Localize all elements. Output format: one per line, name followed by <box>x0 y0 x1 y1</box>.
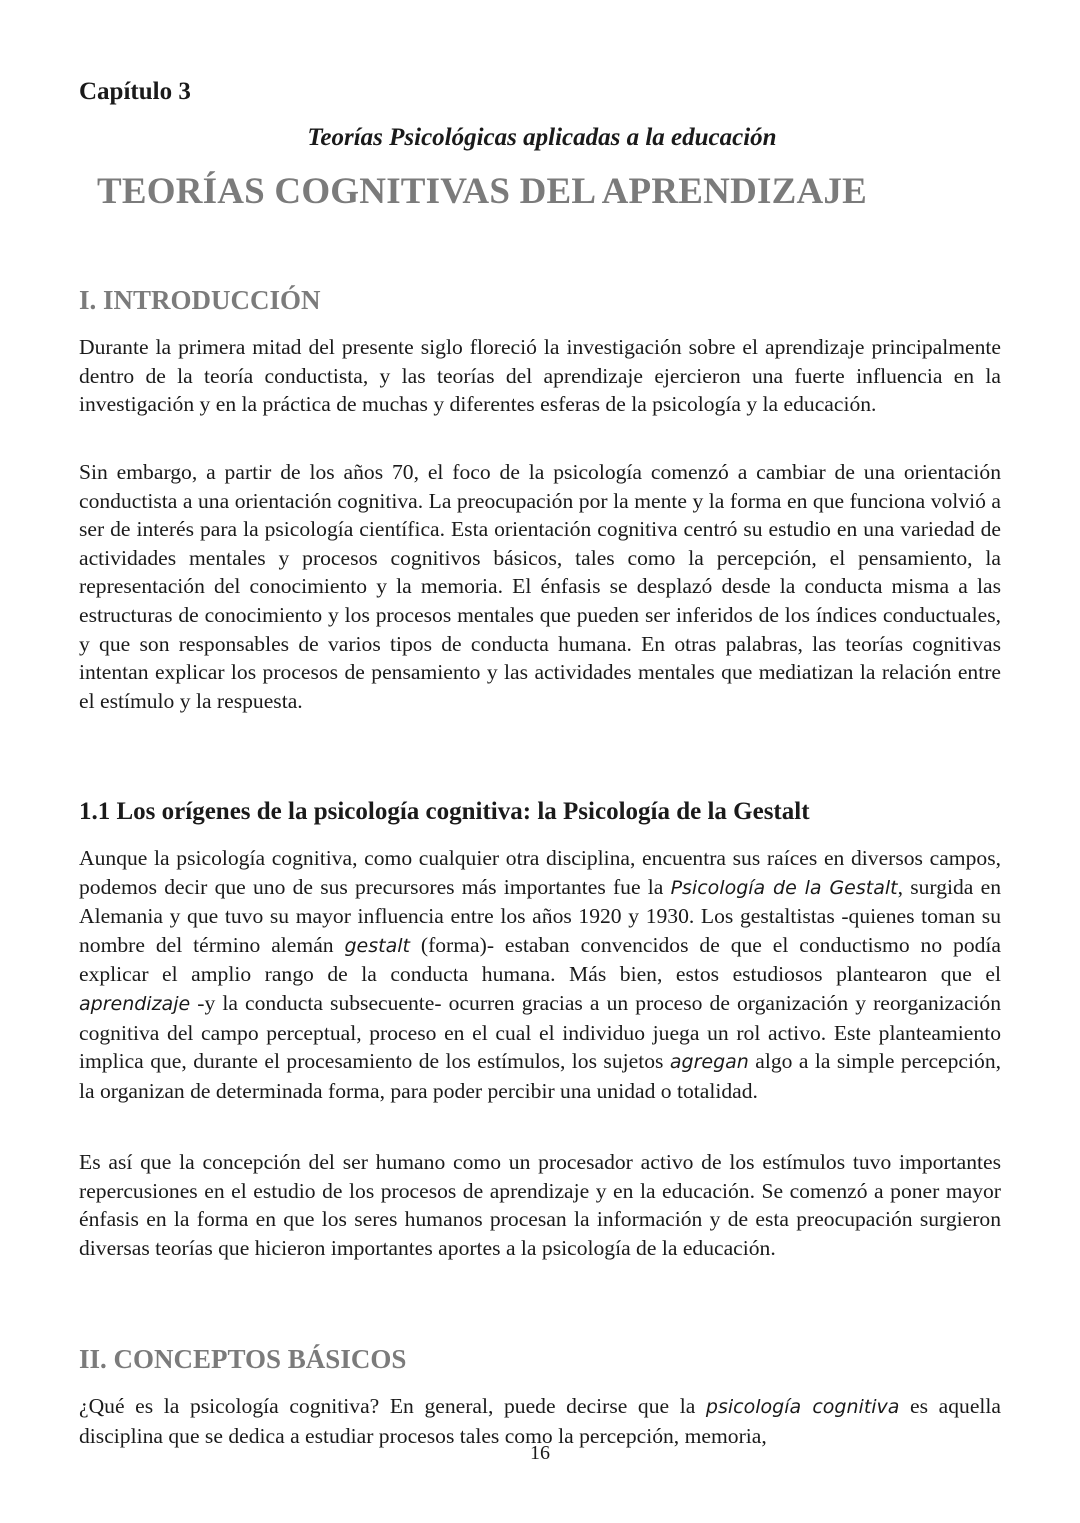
paragraph-gestalt-2: Es así que la concepción del ser humano como un procesador activo de los estímulos tuvo importantes repercusiones en el estudio de los procesos de aprendizaje y en la educación. Se comenzó a poner mayor énfasis en la forma en que los seres humanos procesan la información y de esta preocupación surgieron diversas teorías que hicieron importantes aportes a la psicología de la educación. <box>79 1150 1001 1260</box>
page-number: 16 <box>530 1442 550 1464</box>
subsection-heading-gestalt: 1.1 Los orígenes de la psicología cognitiva: la Psicología de la Gestalt <box>79 798 810 825</box>
emphasis-psicologia-gestalt: Psicología de la Gestalt <box>670 876 898 899</box>
paragraph-intro-1: Durante la primera mitad del presente siglo floreció la investigación sobre el aprendizaje principalmente dentro de la teoría conductista, y las teorías del aprendizaje ejercieron una fuerte influencia en la investigación y en la práctica de muchas y diferentes esferas de la psicología y la educación. <box>79 335 1001 417</box>
paragraph-gestalt-1: Aunque la psicología cognitiva, como cualquier otra disciplina, encuentra sus raíces en diversos campos, podemos decir que uno de sus precursores más importantes fue la Psicología de la Gestalt, surgida en Alemania y que tuvo su mayor influencia entre los años 1920 y 1930. Los gestaltistas -quienes toman su nombre del término alemán gestalt (forma)- estaban convencidos de que el conductismo no podía explicar el amplio rango de la conducta humana. Más bien, estos estudiosos plantearon que el aprendizaje -y la conducta subsecuente- ocurren gracias a un proceso de organización y reorganización cognitiva del campo perceptual, proceso en el cual el individuo juega un rol activo. Este planteamiento implica que, durante el procesamiento de los estímulos, los sujetos agregan algo a la simple percepción, la organizan de determinada forma, para poder percibir una unidad o totalidad. <box>79 846 1002 1103</box>
paragraph-conceptos-1: ¿Qué es la psicología cognitiva? En general, puede decirse que la psicología cognitiva es aquella disciplina que se dedica a estudiar procesos tales como la percepción, memoria, <box>79 1394 1001 1448</box>
section-heading-introduccion: I. INTRODUCCIÓN <box>79 285 321 315</box>
emphasis-aprendizaje: aprendizaje <box>79 992 191 1015</box>
emphasis-psicologia-cognitiva: psicología cognitiva <box>705 1396 900 1418</box>
paragraph-intro-2: Sin embargo, a partir de los años 70, el foco de la psicología comenzó a cambiar de una orientación conductista a una orientación cognitiva. La preocupación por la mente y la forma en que funciona volvió a ser de interés para la psicología científica. Esta orientación cognitiva centró su estudio en una variedad de actividades mentales y procesos cognitivos básicos, tales como la percepción, el pensamiento, la representación del conocimiento y la memoria. El énfasis se desplazó desde la conducta misma a las estructuras de conocimiento y los procesos mentales que pueden ser inferidos de los índices conductuales, y que son responsables de varios tipos de conducta humana. En otras palabras, las teorías cognitivas intentan explicar los procesos de pensamiento y las actividades mentales que mediatizan la relación entre el estímulo y la respuesta. <box>79 460 1001 713</box>
emphasis-agregan: agregan <box>669 1051 749 1074</box>
chapter-label: Capítulo 3 <box>79 78 191 105</box>
emphasis-gestalt: gestalt <box>344 934 410 957</box>
section-heading-conceptos-basicos: II. CONCEPTOS BÁSICOS <box>79 1344 407 1374</box>
chapter-subtitle: Teorías Psicológicas aplicadas a la educación <box>307 124 777 151</box>
page-title: TEORÍAS COGNITIVAS DEL APRENDIZAJE <box>97 171 867 212</box>
